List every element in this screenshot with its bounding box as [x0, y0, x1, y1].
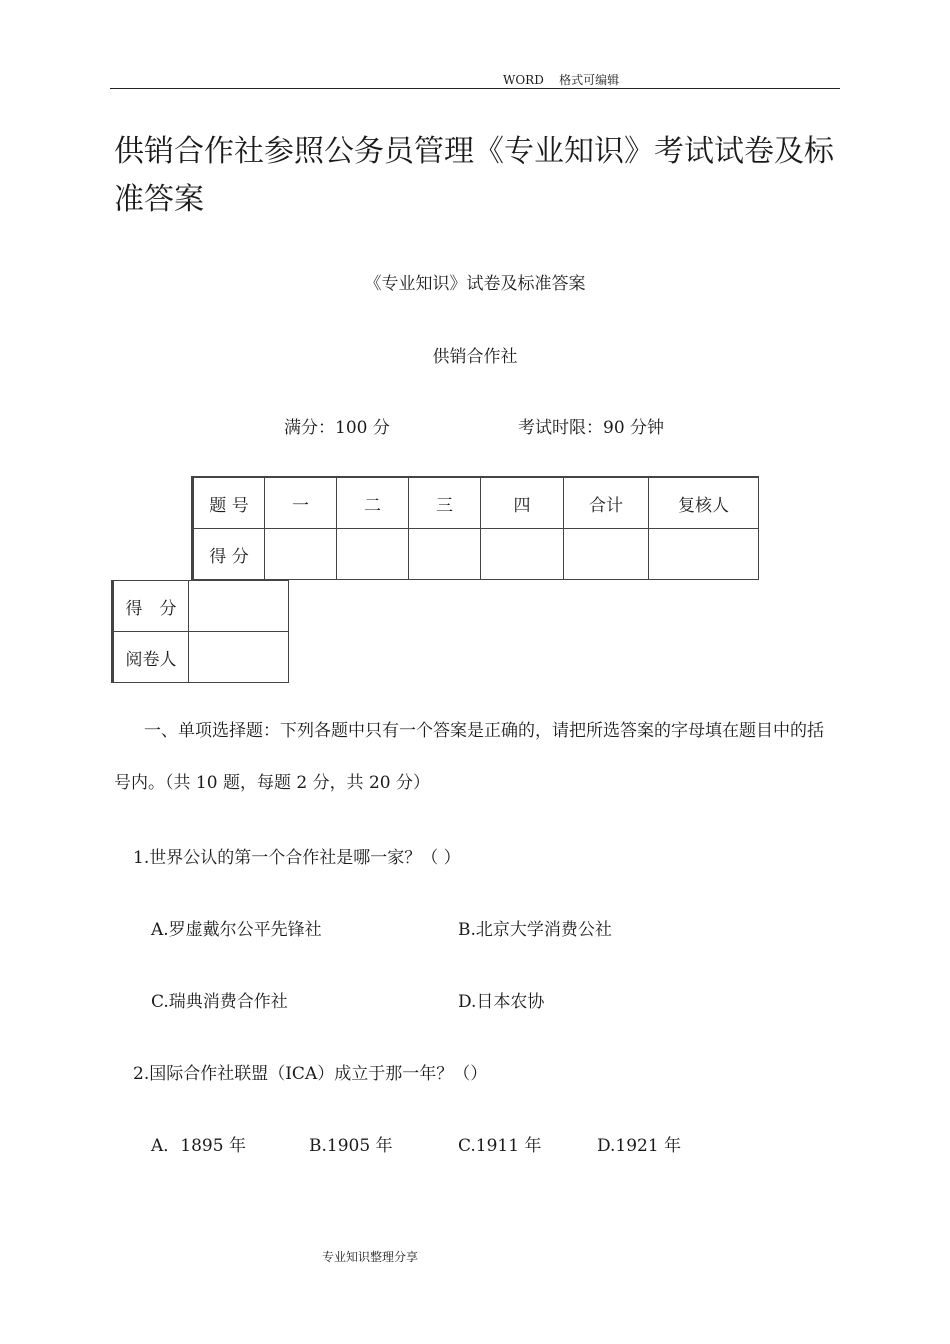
question-2-option-a: A．1895 年	[151, 1136, 246, 1156]
question-2: 2.国际合作社联盟（ICA）成立于那一年？（）	[133, 1064, 488, 1084]
table-row	[193, 529, 759, 580]
table-header-cell: 三	[409, 477, 481, 529]
score-cell[interactable]	[265, 529, 337, 580]
question-1-option-d: D.日本农协	[458, 992, 545, 1012]
question-1-option-c: C.瑞典消费合作社	[151, 992, 288, 1012]
question-2-option-c: C.1911 年	[458, 1136, 542, 1156]
question-1-option-a: A.罗虚戴尔公平先锋社	[151, 920, 322, 940]
question-1: 1.世界公认的第一个合作社是哪一家？（ ）	[133, 848, 461, 868]
question-1-option-b: B.北京大学消费公社	[458, 920, 612, 940]
page-header: WORD 格式可编辑	[503, 73, 620, 87]
grader-score-cell[interactable]	[189, 581, 289, 632]
table-header-cell: 题 号	[193, 477, 265, 529]
document-title: 供销合作社参照公务员管理《专业知识》考试试卷及标准答案	[114, 134, 834, 217]
table-header-cell: 四	[481, 477, 564, 529]
table-header-cell: 二	[337, 477, 409, 529]
grader-score-label: 得 分	[113, 581, 189, 632]
section-instruction: 一、单项选择题：下列各题中只有一个答案是正确的，请把所选答案的字母填在题目中的括号内。（共 10 题，每题 2 分，共 20 分）	[114, 721, 824, 793]
exam-subtitle: 《专业知识》试卷及标准答案	[364, 274, 586, 294]
question-2-option-b: B.1905 年	[309, 1136, 393, 1156]
score-cell[interactable]	[409, 529, 481, 580]
full-score: 满分：100 分	[284, 418, 390, 438]
table-row	[113, 581, 289, 632]
table-header-cell: 一	[265, 477, 337, 529]
table-header-cell: 复核人	[649, 477, 759, 529]
score-cell[interactable]	[481, 529, 564, 580]
organization-name: 供销合作社	[432, 347, 518, 367]
score-summary-table	[191, 476, 759, 580]
grader-table	[111, 580, 289, 683]
table-row	[113, 632, 289, 683]
score-cell[interactable]	[337, 529, 409, 580]
table-row-label: 得 分	[193, 529, 265, 580]
score-cell[interactable]	[564, 529, 649, 580]
page-footer: 专业知识整理分享	[322, 1250, 419, 1264]
question-2-option-d: D.1921 年	[597, 1136, 682, 1156]
grader-name-cell[interactable]	[189, 632, 289, 683]
header-divider	[110, 88, 840, 89]
table-header-cell: 合计	[564, 477, 649, 529]
grader-name-label: 阅卷人	[113, 632, 189, 683]
score-cell[interactable]	[649, 529, 759, 580]
table-header-row	[193, 477, 759, 529]
time-limit: 考试时限：90 分钟	[518, 418, 665, 438]
